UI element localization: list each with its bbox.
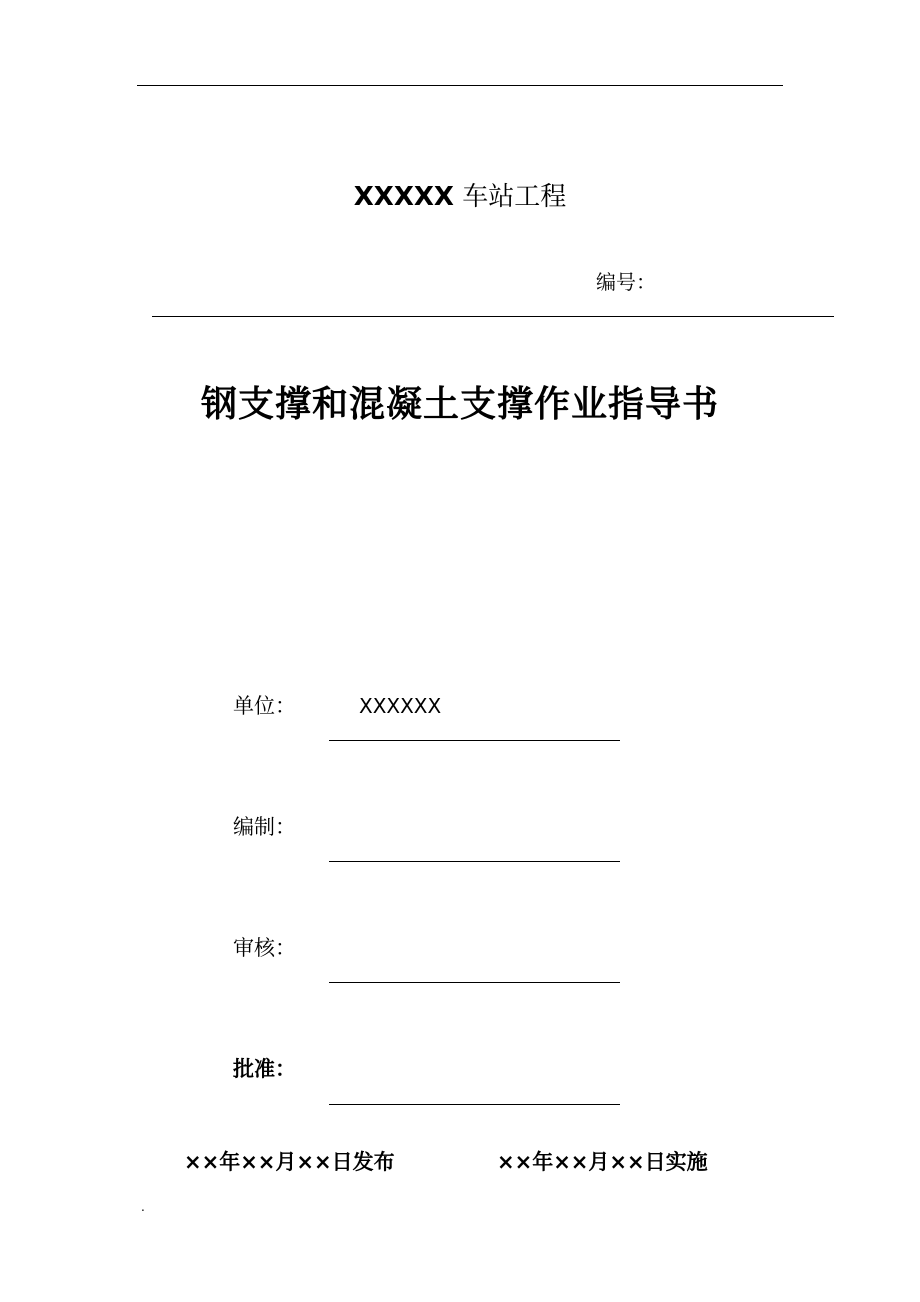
compiler-label: 编制： xyxy=(233,815,296,839)
document-title: 钢支撑和混凝土支撑作业指导书 xyxy=(200,384,719,425)
publish-date: ××年××月××日发布 xyxy=(184,1150,395,1174)
approver-label: 批准： xyxy=(233,1057,296,1081)
unit-underline xyxy=(329,740,620,741)
unit-label: 单位： xyxy=(233,694,296,718)
project-name: 车站工程 xyxy=(462,182,567,212)
compiler-underline xyxy=(329,861,620,862)
page-mark: . xyxy=(141,1200,145,1214)
project-title xyxy=(0,180,920,214)
reviewer-label: 审核： xyxy=(233,936,296,960)
approver-underline xyxy=(329,1104,620,1105)
reviewer-underline xyxy=(329,982,620,983)
header-rule xyxy=(152,316,834,317)
top-rule xyxy=(137,85,783,86)
document-number-label: 编号： xyxy=(596,270,656,294)
effective-date: ××年××月××日实施 xyxy=(497,1150,708,1174)
unit-value: XXXXXX xyxy=(359,694,442,718)
project-code: XXXXX xyxy=(353,182,454,212)
